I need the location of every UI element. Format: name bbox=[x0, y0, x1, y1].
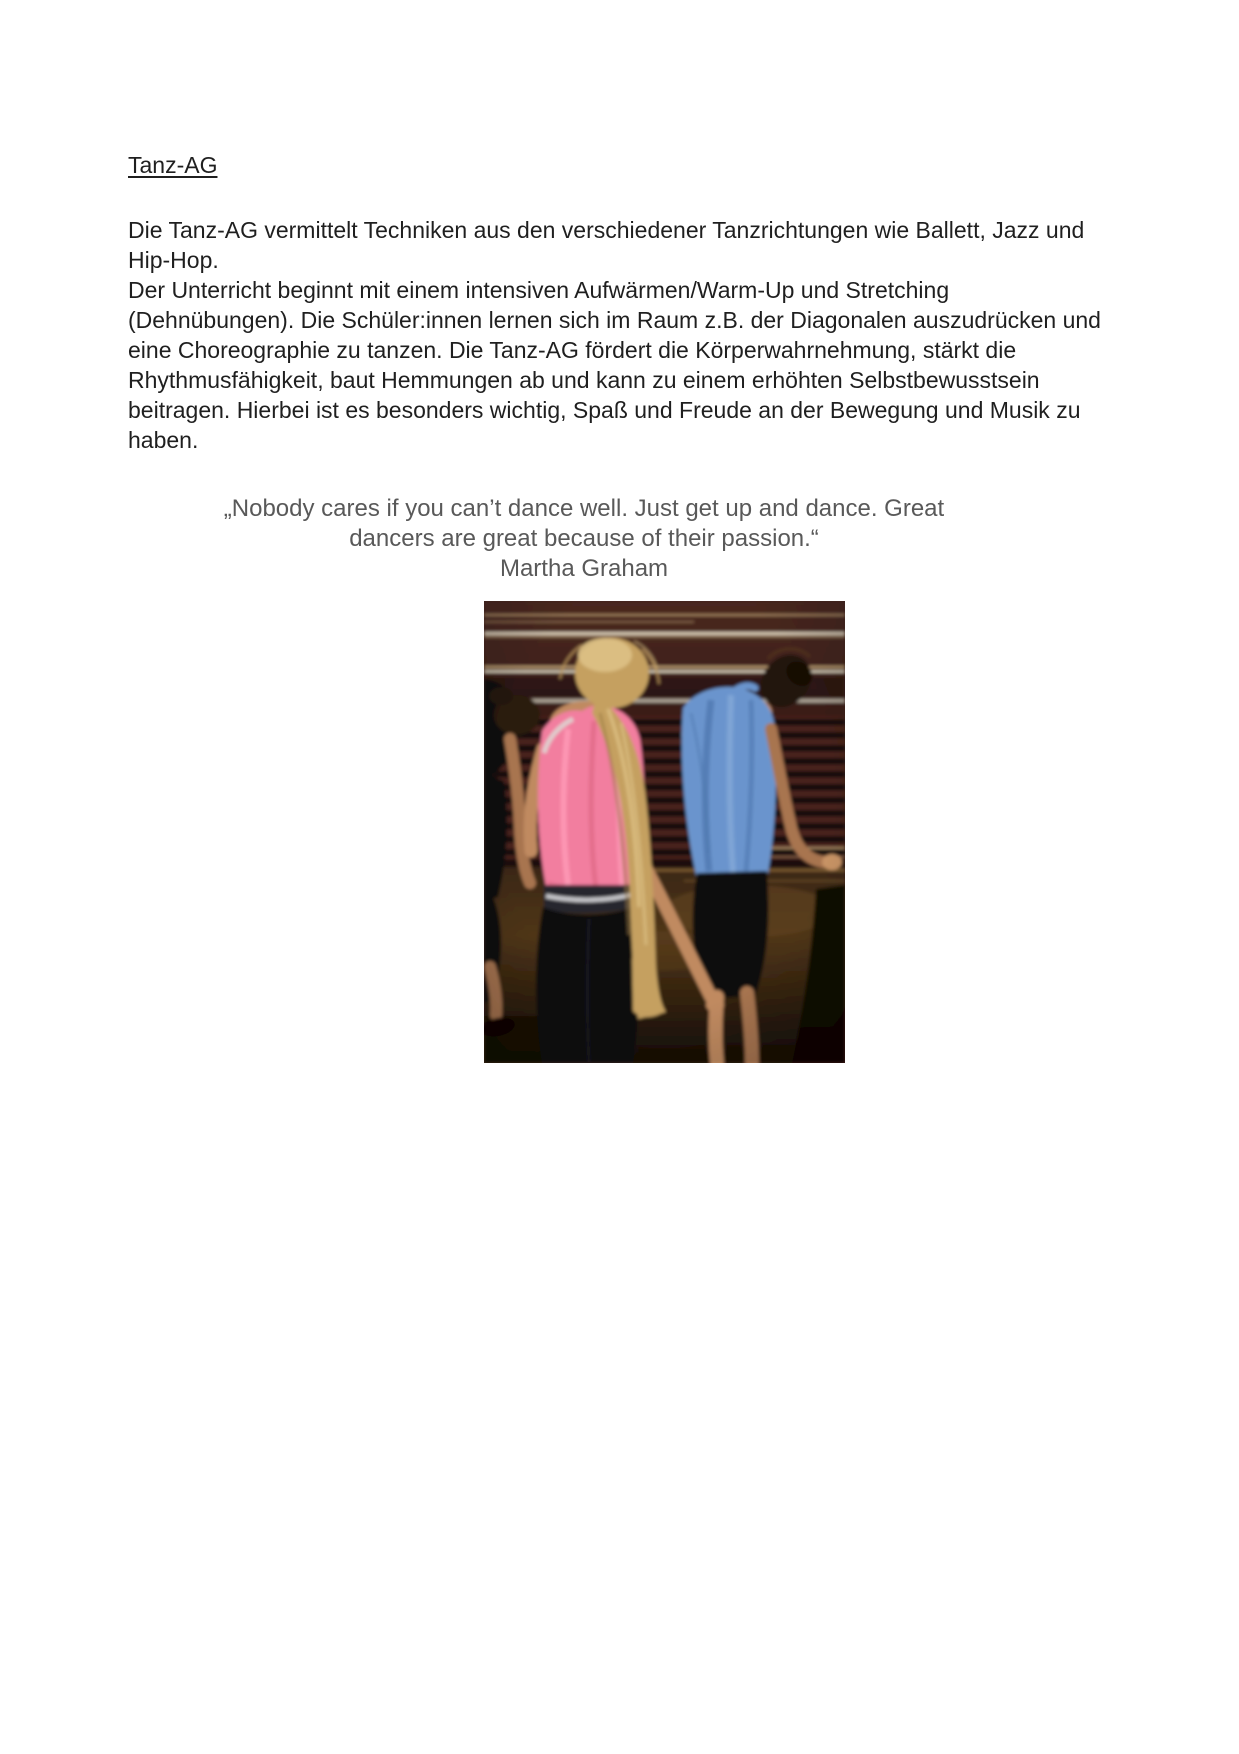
quote-line: „Nobody cares if you can’t dance well. Just get up and dance. Great bbox=[223, 495, 945, 522]
paragraph-line: haben. bbox=[128, 427, 199, 453]
paragraph-line: beitragen. Hierbei ist es besonders wichtig, Spaß und Freude an der Bewegung und Musik zu bbox=[128, 397, 1081, 423]
paragraph-line: (Dehnübungen). Die Schüler:innen lernen sich im Raum z.B. der Diagonalen auszudrücken und bbox=[128, 307, 1101, 333]
quote-line: dancers are great because of their passion.“ bbox=[349, 525, 819, 552]
quote-block bbox=[128, 494, 1040, 584]
photo-vignette bbox=[484, 601, 845, 1063]
intro-paragraph bbox=[128, 215, 1101, 455]
paragraph-line: eine Choreographie zu tanzen. Die Tanz-AG fördert die Körperwahrnehmung, stärkt die bbox=[128, 337, 1017, 363]
paragraph-line: Die Tanz-AG vermittelt Techniken aus den verschiedener Tanzrichtungen wie Ballett, Jazz und bbox=[128, 217, 1085, 243]
dance-class-photo bbox=[484, 601, 845, 1063]
paragraph-line: Der Unterricht beginnt mit einem intensiven Aufwärmen/Warm-Up und Stretching bbox=[128, 277, 950, 303]
quote-author: Martha Graham bbox=[499, 555, 669, 582]
paragraph-line: Rhythmusfähigkeit, baut Hemmungen ab und kann zu einem erhöhten Selbstbewusstsein bbox=[128, 367, 1040, 393]
document-title: Tanz-AG bbox=[128, 152, 218, 178]
dance-photo-illustration bbox=[484, 601, 845, 1063]
paragraph-line: Hip-Hop. bbox=[128, 247, 219, 273]
